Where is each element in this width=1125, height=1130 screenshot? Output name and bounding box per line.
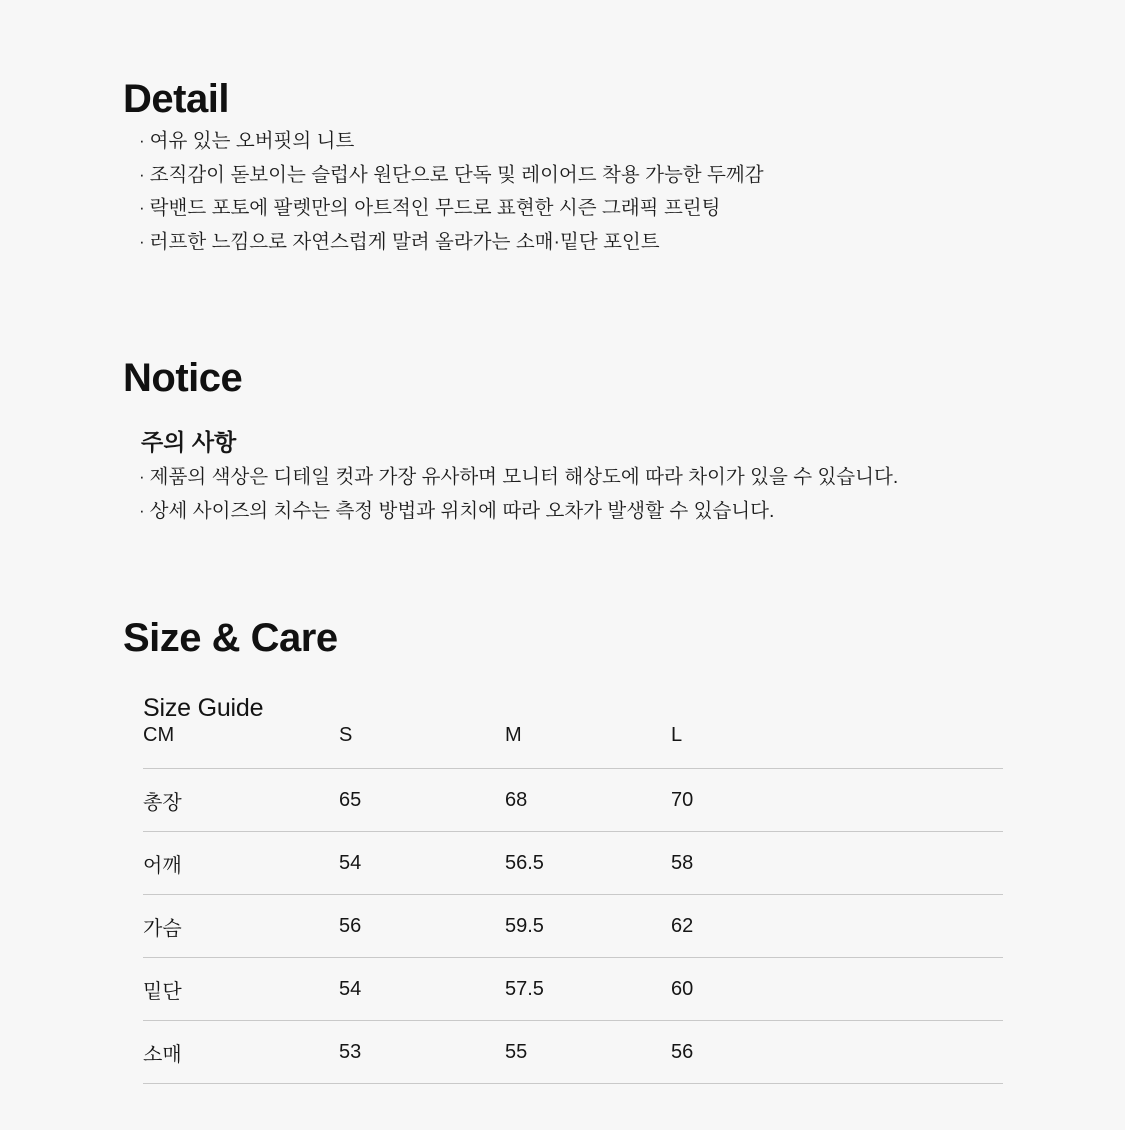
- cell-size-m: 59.5: [505, 914, 544, 937]
- table-row: [143, 769, 1003, 832]
- notice-subheading: 주의 사항: [141, 429, 237, 455]
- cell-size-m: 55: [505, 1040, 528, 1063]
- cell-size-l: 62: [671, 914, 694, 937]
- list-item-text: 락밴드 포토에 팔렛만의 아트적인 무드로 표현한 시즌 그래픽 프린팅: [149, 197, 721, 220]
- cell-size-l: 56: [671, 1040, 694, 1063]
- column-header-size-m: M: [505, 724, 522, 746]
- detail-section-heading: Detail: [123, 77, 229, 122]
- cell-size-m: 56.5: [505, 851, 544, 874]
- cell-size-s: 65: [339, 788, 362, 811]
- cell-size-s: 56: [339, 914, 362, 937]
- column-header-size-s: S: [339, 724, 353, 746]
- size-care-section-heading: Size & Care: [123, 616, 338, 661]
- size-guide-table: [143, 718, 1003, 1084]
- bullet-dot-icon: ·: [139, 198, 145, 218]
- bullet-dot-icon: ·: [139, 500, 145, 520]
- size-guide-table-head: [143, 718, 1003, 769]
- cell-size-l: 58: [671, 851, 694, 874]
- bullet-dot-icon: ·: [139, 231, 145, 251]
- table-header-row: [143, 718, 1003, 769]
- table-row: [143, 1021, 1003, 1084]
- cell-size-s: 54: [339, 851, 362, 874]
- column-header-unit: CM: [143, 724, 175, 746]
- cell-size-l: 70: [671, 788, 694, 811]
- table-row: [143, 832, 1003, 895]
- notice-bullet-list: [139, 461, 898, 528]
- row-label: 어깨: [143, 854, 182, 877]
- column-header-size-l: L: [671, 724, 683, 746]
- bullet-dot-icon: ·: [139, 131, 145, 150]
- size-guide-table-body: [143, 769, 1003, 1084]
- row-label: 밑단: [143, 980, 182, 1003]
- bullet-dot-icon: ·: [139, 467, 145, 486]
- size-guide-subheading: Size Guide: [143, 694, 264, 722]
- list-item: [139, 461, 898, 495]
- list-item-text: 여유 있는 오버핏의 니트: [149, 130, 355, 152]
- list-item: [139, 159, 764, 193]
- table-row: [143, 958, 1003, 1021]
- cell-size-m: 68: [505, 788, 528, 811]
- list-item: [139, 495, 898, 529]
- cell-size-l: 60: [671, 977, 694, 1000]
- row-label: 총장: [143, 791, 182, 814]
- cell-size-s: 54: [339, 977, 362, 1000]
- list-item: [139, 226, 764, 260]
- table-row: [143, 895, 1003, 958]
- detail-bullet-list: [139, 125, 764, 259]
- list-item-text: 제품의 색상은 디테일 컷과 가장 유사하며 모니터 해상도에 따라 차이가 있을 수 있습니다.: [149, 466, 899, 488]
- cell-size-s: 53: [339, 1040, 362, 1063]
- list-item-text: 상세 사이즈의 치수는 측정 방법과 위치에 따라 오차가 발생할 수 있습니다.: [149, 499, 775, 522]
- row-label: 소매: [143, 1043, 182, 1066]
- list-item: [139, 192, 764, 226]
- bullet-dot-icon: ·: [139, 164, 145, 184]
- list-item-text: 조직감이 돋보이는 슬럽사 원단으로 단독 및 레이어드 착용 가능한 두께감: [149, 163, 764, 186]
- row-label: 가슴: [143, 917, 182, 940]
- list-item-text: 러프한 느낌으로 자연스럽게 말려 올라가는 소매·밑단 포인트: [149, 230, 660, 253]
- list-item: [139, 125, 764, 159]
- notice-section-heading: Notice: [123, 356, 243, 401]
- cell-size-m: 57.5: [505, 977, 544, 1000]
